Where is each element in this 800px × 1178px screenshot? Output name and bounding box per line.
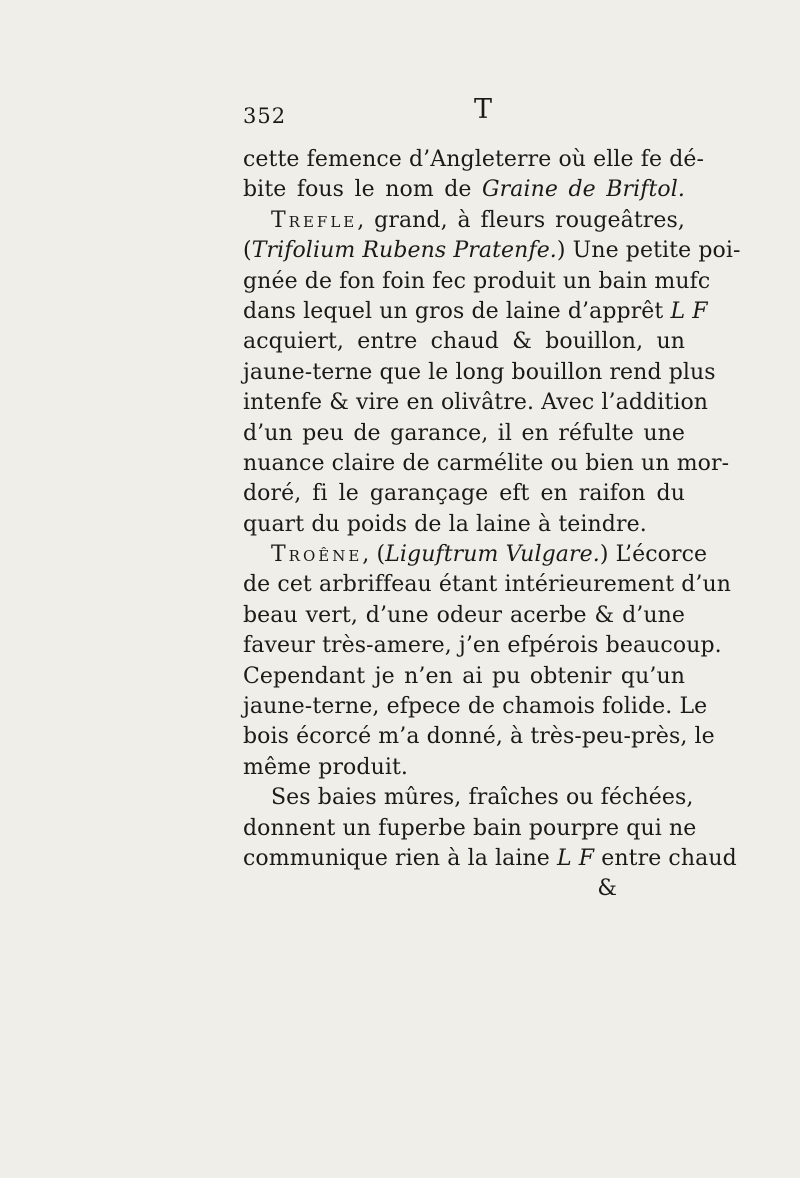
text-line (243, 145, 705, 175)
running-head: T (474, 94, 493, 125)
text-line (243, 540, 708, 570)
text-line (243, 631, 722, 661)
text-line (243, 479, 685, 509)
text-line (243, 753, 685, 783)
text-line (243, 814, 697, 844)
italic-text: L F (670, 298, 708, 324)
body-text (243, 145, 741, 905)
text-segment: donnent un fuperbe bain pourpre qui ne (243, 815, 697, 841)
text-segment: bois écorcé m’a donné, à très-peu-près, le (243, 724, 715, 750)
page-number: 352 (243, 104, 287, 128)
text-segment: bite fous le nom de (243, 177, 482, 203)
text-line (243, 662, 685, 692)
text-line (243, 297, 708, 327)
text-line (243, 236, 741, 266)
text-line (243, 570, 732, 600)
text-segment: quart du poids de la laine à teindre. (243, 511, 647, 537)
text-segment: beau vert, d’une odeur acerbe & d’une (243, 602, 685, 628)
text-segment: jaune-terne que le long bouillon rend plus (243, 359, 716, 385)
text-line (243, 722, 715, 752)
italic-text: Graine de Briftol. (481, 177, 685, 203)
text-line (243, 358, 716, 388)
text-line (243, 601, 685, 631)
small-caps-text: Trefle (271, 207, 358, 233)
text-segment: , grand, à fleurs rougeâtres, (357, 207, 685, 233)
italic-text: L F (557, 845, 595, 871)
catchword (243, 874, 685, 904)
text-segment: Cependant je n’en ai pu obtenir qu’un (243, 663, 685, 689)
text-segment: ( (243, 238, 252, 264)
text-segment: cette femence d’Angleterre où elle fe dé- (243, 147, 705, 172)
text-line (243, 206, 685, 236)
text-segment: intenfe & vire en olivâtre. Avec l’addition (243, 390, 709, 416)
text-segment: ) Une petite poi- (556, 238, 741, 264)
text-segment: Ses baies mûres, fraîches ou féchées, (271, 785, 694, 811)
text-segment: , ( (362, 542, 386, 568)
text-line (243, 510, 685, 540)
text-segment: de cet arbriffeau étant intérieurement d’un (243, 572, 732, 598)
text-segment: communique rien à la laine (243, 845, 557, 871)
text-segment: entre chaud (594, 845, 737, 871)
text-line (243, 783, 694, 813)
text-segment: d’un peu de garance, il en réfulte une (243, 420, 685, 446)
text-segment: ) L’écorce (599, 542, 708, 568)
italic-text: Liguftrum Vulgare. (385, 542, 600, 568)
text-segment: & (597, 876, 617, 902)
text-line (243, 449, 730, 479)
page-header (243, 94, 643, 140)
text-line (243, 419, 685, 449)
text-line (243, 175, 685, 205)
text-segment: nuance claire de carmélite ou bien un mor- (243, 450, 730, 476)
text-line (243, 388, 709, 418)
small-caps-text: Troêne (271, 542, 363, 568)
text-line (243, 844, 737, 874)
text-segment: même produit. (243, 754, 409, 780)
text-line (243, 267, 711, 297)
text-segment: gnée de fon foin fec produit un bain mufc (243, 268, 711, 294)
text-segment: doré, fi le garançage eft en raifon du (243, 481, 685, 507)
text-line (243, 327, 685, 357)
text-segment: faveur très-amere, j’en efpérois beaucoup. (243, 633, 722, 659)
text-segment: acquiert, entre chaud & bouillon, un (243, 329, 685, 355)
text-line (243, 692, 708, 722)
text-segment: jaune-terne, efpece de chamois folide. Le (243, 694, 708, 720)
italic-text: Trifolium Rubens Pratenfe. (251, 238, 557, 264)
text-segment: dans lequel un gros de laine d’apprêt (243, 298, 671, 324)
